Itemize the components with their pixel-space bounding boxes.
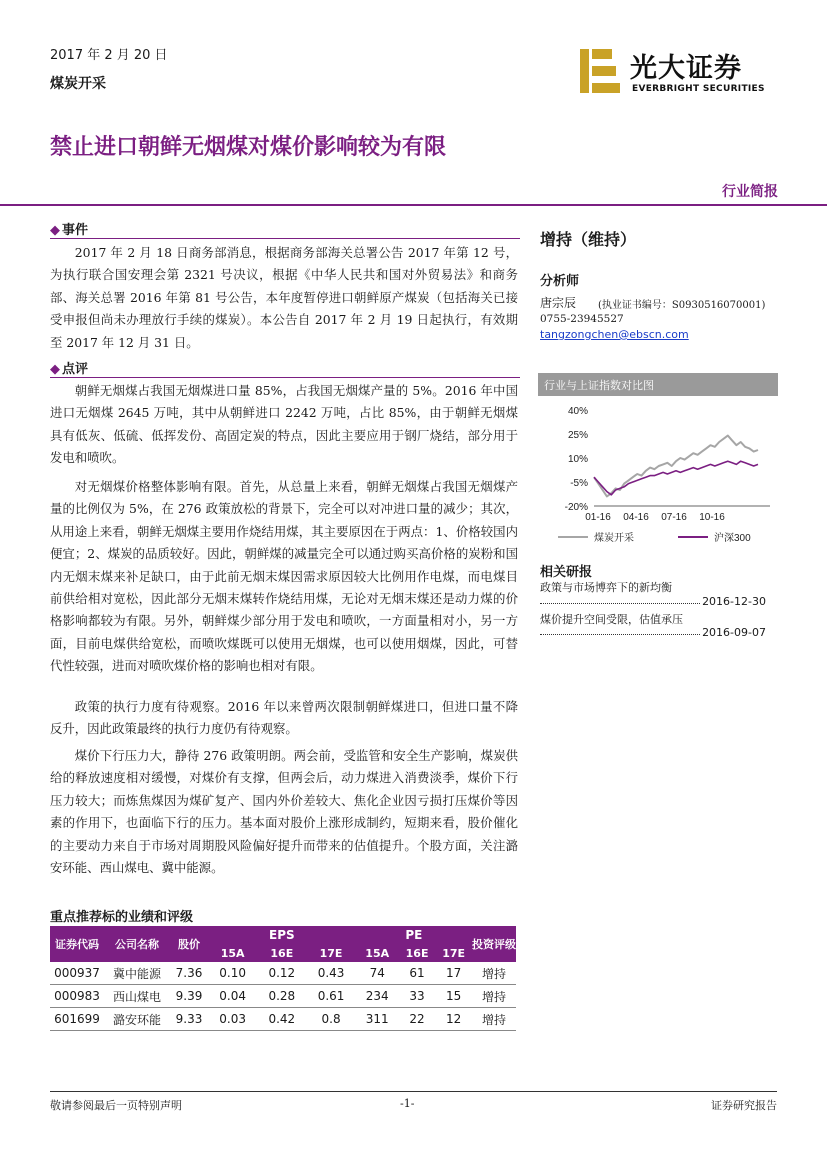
disclaimer-note: 敬请参阅最后一页特别声明 [50,1099,182,1112]
logo-english: EVERBRIGHT SECURITIES [632,84,765,94]
analyst-email-link[interactable]: tangzongchen@ebscn.com [540,328,689,341]
cell-rating: 增持 [472,985,516,1008]
related-report-date-row [540,595,766,608]
cell-eps: 0.03 [208,1008,257,1031]
cell-pe: 61 [399,962,436,985]
cell-name: 西山煤电 [104,985,170,1008]
col-year: 16E [257,944,306,962]
y-tick-label: -20% [564,502,588,513]
everbright-logo-icon [580,49,620,93]
col-year: 16E [399,944,436,962]
col-eps: EPS [208,926,356,944]
report-type: 行业简报 [722,184,778,200]
cell-price: 9.33 [170,1008,208,1031]
cell-eps: 0.8 [306,1008,355,1031]
legend-label: 煤炭开采 [594,533,634,544]
related-report-title[interactable]: 煤价提升空间受限，估值承压 [540,613,683,626]
chart-title: 行业与上证指数对比图 [544,379,654,392]
cell-rating: 增持 [472,1008,516,1031]
col-year: 17E [306,944,355,962]
footer-divider [50,1091,777,1092]
cell-eps: 0.12 [257,962,306,985]
cell-name: 潞安环能 [104,1008,170,1031]
cell-code: 601699 [50,1008,104,1031]
recommendation-table [50,926,516,1031]
table-title: 重点推荐标的业绩和评级 [50,910,194,925]
comment-rule [50,377,520,378]
col-pe: PE [356,926,472,944]
table-row [50,1008,516,1031]
col-year: 15A [356,944,399,962]
event-paragraph: 2017 年 2 月 18 日商务部消息，根据商务部海关总署公告 2017 年第 12 号，为执行联合国安理会第 2321 号决议，根据《中华人民共和国对外贸易法》和商务部、海关总署 2016 年第 81 号公告，本年度暂停进口朝鲜原产煤炭（包括海关已接受申报但尚未办理放行手续的煤炭）。本公告自 2017 年 2 月 19 日起执行，有效期至 2017 年 12 月 31 日。 [50,245,518,350]
report-date: 2017 年 2 月 20 日 [50,48,168,63]
x-tick-label: 07-16 [661,512,687,523]
cell-eps: 0.61 [306,985,355,1008]
page-number: -1- [400,1097,415,1110]
cell-code: 000937 [50,962,104,985]
cell-pe: 74 [356,962,399,985]
related-report-date: 2016-12-30 [702,595,766,608]
x-tick-label: 04-16 [623,512,649,523]
diamond-icon: ◆ [50,223,60,238]
event-rule [50,238,520,239]
col-code: 证券代码 [50,926,104,962]
cell-pe: 234 [356,985,399,1008]
chart-header [538,373,778,396]
cell-pe: 22 [399,1008,436,1031]
y-tick-label: 40% [567,406,588,417]
analyst-name: 唐宗辰 [540,296,577,310]
x-tick-label: 10-16 [699,512,725,523]
diamond-icon: ◆ [50,362,60,377]
col-year: 15A [208,944,257,962]
table-row [50,985,516,1008]
sector-label: 煤炭开采 [50,76,106,92]
rating: 增持（维持） [540,230,637,249]
cell-eps: 0.42 [257,1008,306,1031]
cell-eps: 0.10 [208,962,257,985]
cell-pe: 12 [435,1008,472,1031]
logo-wordmark: 光大证券 [630,53,742,84]
header-divider [0,204,827,206]
cell-price: 9.39 [170,985,208,1008]
cell-pe: 33 [399,985,436,1008]
legend-label: 沪深300 [714,533,751,544]
related-report-title[interactable]: 政策与市场博弈下的新均衡 [540,581,672,594]
col-year: 17E [435,944,472,962]
related-report-date: 2016-09-07 [702,626,766,639]
index-comparison-chart [538,402,778,552]
cell-code: 000983 [50,985,104,1008]
col-price: 股价 [170,926,208,962]
related-report-date-row [540,626,766,639]
comment-heading: ◆ 点评 [50,362,89,377]
y-tick-label: 25% [567,430,588,441]
cell-eps: 0.04 [208,985,257,1008]
analyst-phone: 0755-23945527 [540,313,624,325]
cell-pe: 15 [435,985,472,1008]
related-research-heading: 相关研报 [540,565,593,580]
cell-rating: 增持 [472,962,516,985]
cell-pe: 311 [356,1008,399,1031]
report-title: 禁止进口朝鲜无烟煤对煤价影响较为有限 [50,135,447,160]
x-tick-label: 01-16 [585,512,611,523]
analyst-heading: 分析师 [540,274,580,289]
cell-eps: 0.28 [257,985,306,1008]
analyst-certificate: (执业证书编号：S0930516070001) [598,300,766,311]
cell-price: 7.36 [170,962,208,985]
cell-eps: 0.43 [306,962,355,985]
comment-paragraph-4: 煤价下行压力大，静待 276 政策明朗。两会前，受监管和安全生产影响，煤炭供给的释放速度相对缓慢，对煤价有支撑，但两会后，动力煤进入消费淡季，煤价下行压力较大；而炼焦煤因为煤矿复产、国内外价差较大、焦化企业因亏损打压煤价等因素的作用下，也面临下行的压力。基本面对股价上涨形成制约，短期来看，股价催化的主要动力来自于市场对周期股风险偏好提升而带来的估值提升。个股方面，关注潞安环能、西山煤电、冀中能源。 [50,748,518,876]
comment-paragraph-2: 对无烟煤价格整体影响有限。首先，从总量上来看，朝鲜无烟煤占我国无烟煤产量的比例仅为 5%，在 276 政策放松的背景下，完全可以对冲进口量的减少；其次，从用途上来看，朝鲜无烟煤主要用作烧结用煤，其主要原因在于两点：1、价格较国内便宜；2、煤炭的品质较好。因此，朝鲜煤的减量完全可以通过购买高价格的炭粉和国内无烟末煤来补足缺口，由于此前无烟末煤因需求原因较大比例用作电煤，而电煤目前供给相对宽松，因此部分无烟末煤转作烧结用煤，无论对无烟末煤还是动力煤的价格影响都较为有限。另外，朝鲜煤少部分用于发电和喷吹，一方面量相对小，另一方面，目前电煤供给宽松，而喷吹煤既可以使用无烟煤，也可以使用烟煤，因此，可替代性较强，进而对喷吹煤价格的影响也相对有限。 [50,479,518,674]
table-row [50,962,516,985]
col-name: 公司名称 [104,926,170,962]
y-tick-label: 10% [567,454,588,465]
cell-name: 冀中能源 [104,962,170,985]
series-line [594,436,758,497]
report-category: 证券研究报告 [711,1099,777,1112]
comment-paragraph-3: 政策的执行力度有待观察。2016 年以来曾两次限制朝鲜煤进口，但进口量不降反升，因此政策最终的执行力度仍有待观察。 [50,699,518,737]
y-tick-label: -5% [570,478,588,489]
col-rating: 投资评级 [472,926,516,962]
event-heading: ◆ 事件 [50,223,89,238]
comment-paragraph-1: 朝鲜无烟煤占我国无烟煤进口量 85%，占我国无烟煤产量的 5%。2016 年中国进口无烟煤 2645 万吨，其中从朝鲜进口 2242 万吨，占比 85%，由于朝鲜无烟煤具有低灰、低硫、低挥发份、高固定炭的特点，因此主要应用于钢厂烧结，部分用于发电和喷吹。 [50,383,518,466]
cell-pe: 17 [435,962,472,985]
